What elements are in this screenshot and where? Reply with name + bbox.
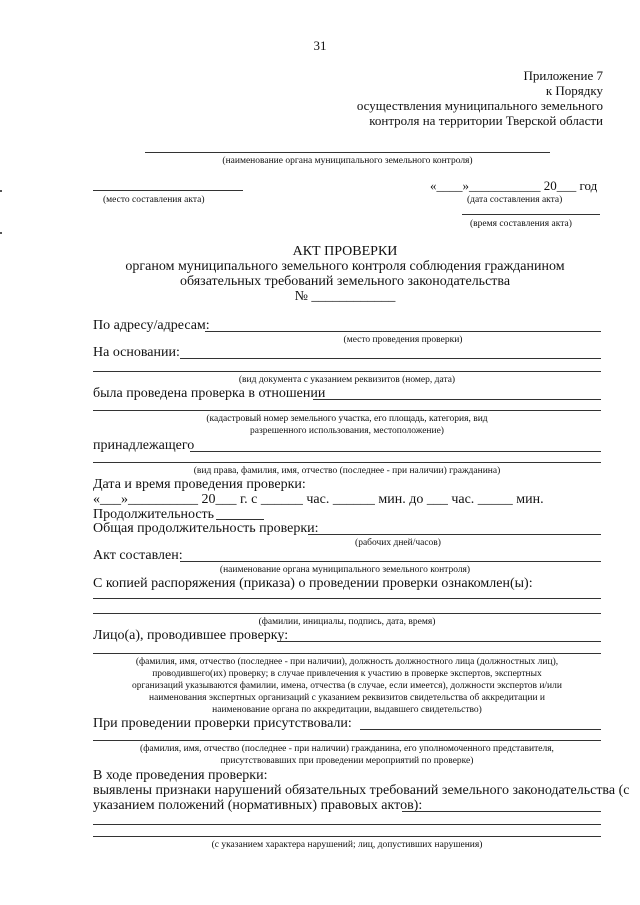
- datetime-label: Дата и время проведения проверки:: [93, 477, 306, 492]
- inspector-line-2: [93, 653, 601, 654]
- violations-line-2: [93, 836, 601, 837]
- present-line: [360, 729, 601, 730]
- act-title: АКТ ПРОВЕРКИ: [292, 244, 398, 259]
- conducted-label: была проведена проверка в отношении: [93, 386, 326, 401]
- compiled-caption: (наименование органа муниципального земельного контроля): [219, 565, 471, 575]
- present-label: При проведении проверки присутствовали:: [93, 716, 352, 731]
- compiled-label: Акт составлен:: [93, 548, 183, 563]
- total-duration-line: [308, 534, 601, 535]
- appendix-line-3: осуществления муниципального земельного: [356, 98, 603, 113]
- basis-caption: (вид документа с указанием реквизитов (номер, дата): [238, 375, 456, 385]
- violations-caption: (с указанием характера нарушений; лиц, допустивших нарушения): [211, 840, 483, 850]
- belonging-label: принадлежащего: [93, 438, 195, 453]
- place-caption: (место составления акта): [103, 195, 205, 205]
- duration-line: [216, 519, 264, 520]
- appendix-line-1: Приложение 7: [523, 68, 603, 83]
- date-caption: (дата составления акта): [467, 195, 563, 205]
- copy-line-1: [93, 598, 601, 599]
- violations-line-1: [93, 824, 601, 825]
- datetime-line: «___»__________ 20___ г. с ______ час. ______ мин. до ___ час. _____ мин.: [93, 492, 544, 507]
- appendix-line-4: контроля на территории Тверской области: [369, 113, 603, 128]
- duration-label: Продолжительность: [93, 507, 215, 522]
- revealed-line-1: выявлены признаки нарушений обязательных требований земельного законодательства (с: [93, 783, 630, 798]
- page-number: 31: [313, 38, 327, 53]
- compiled-line: [180, 561, 601, 562]
- inspector-caption-5: наименование органа по аккредитации, выдавшего свидетельство): [212, 705, 482, 715]
- revealed-line: [402, 811, 601, 812]
- inspector-caption-2: проводившего(их) проверку; в случае привлечения к участию в проверке экспертов, экспертных: [152, 669, 542, 679]
- copy-caption: (фамилии, инициалы, подпись, дата, время): [258, 617, 436, 627]
- inspector-caption-3: организаций указываются фамилии, имена, отчества (в случае, если имеется), должности экспертов и/или: [132, 681, 562, 691]
- inspector-line: [277, 641, 601, 642]
- date-line: «____»___________ 20___ год: [430, 178, 598, 193]
- act-number: № ____________: [294, 289, 396, 304]
- scan-mark: [0, 190, 2, 192]
- present-line-2: [93, 740, 601, 741]
- place-line: [93, 190, 243, 191]
- cadastral-caption-1: (кадастровый номер земельного участка, его площадь, категория, вид: [206, 414, 488, 424]
- time-caption: (время составления акта): [470, 219, 572, 229]
- address-caption: (место проведения проверки): [343, 335, 463, 345]
- address-label: По адресу/адресам:: [93, 318, 210, 333]
- belonging-line: [190, 451, 601, 452]
- act-subtitle-1: органом муниципального земельного контроля соблюдения гражданином: [125, 259, 565, 274]
- present-caption-2: присутствовавших при проведении мероприятий по проверке): [220, 756, 474, 766]
- workdays-caption: (рабочих дней/часов): [355, 538, 441, 548]
- address-line: [205, 331, 601, 332]
- conducted-line: [313, 399, 601, 400]
- organ-caption: (наименование органа муниципального земельного контроля): [222, 156, 473, 166]
- right-caption: (вид права, фамилия, имя, отчество (последнее - при наличии) гражданина): [193, 466, 501, 476]
- belonging-line-2: [93, 462, 601, 463]
- copy-label: С копией распоряжения (приказа) о проведении проверки ознакомлен(ы):: [93, 576, 533, 591]
- cadastral-caption-2: разрешенного использования, местоположение): [250, 426, 444, 436]
- scan-mark: [0, 232, 2, 234]
- appendix-line-2: к Порядку: [545, 83, 603, 98]
- time-line: [462, 214, 600, 215]
- basis-label: На основании:: [93, 345, 180, 360]
- total-duration-label: Общая продолжительность проверки:: [93, 521, 319, 536]
- act-subtitle-2: обязательных требований земельного законодательства: [179, 274, 511, 289]
- revealed-line-2: указанием положений (нормативных) правовых актов):: [93, 798, 423, 813]
- basis-line-2: [93, 371, 601, 372]
- conducted-line-2: [93, 410, 601, 411]
- organ-line: [145, 152, 550, 153]
- during-label: В ходе проведения проверки:: [93, 768, 268, 783]
- basis-line: [180, 358, 601, 359]
- inspector-caption-1: (фамилия, имя, отчество (последнее - при наличии), должность должностного лица (должностных лиц),: [135, 657, 559, 667]
- copy-line-2: [93, 613, 601, 614]
- inspector-label: Лицо(а), проводившее проверку:: [93, 628, 289, 643]
- present-caption-1: (фамилия, имя, отчество (последнее - при наличии) гражданина, его уполномоченного представителя,: [140, 744, 554, 754]
- inspector-caption-4: наименования экспертных организаций с указанием реквизитов свидетельства об аккредитации и: [148, 693, 545, 703]
